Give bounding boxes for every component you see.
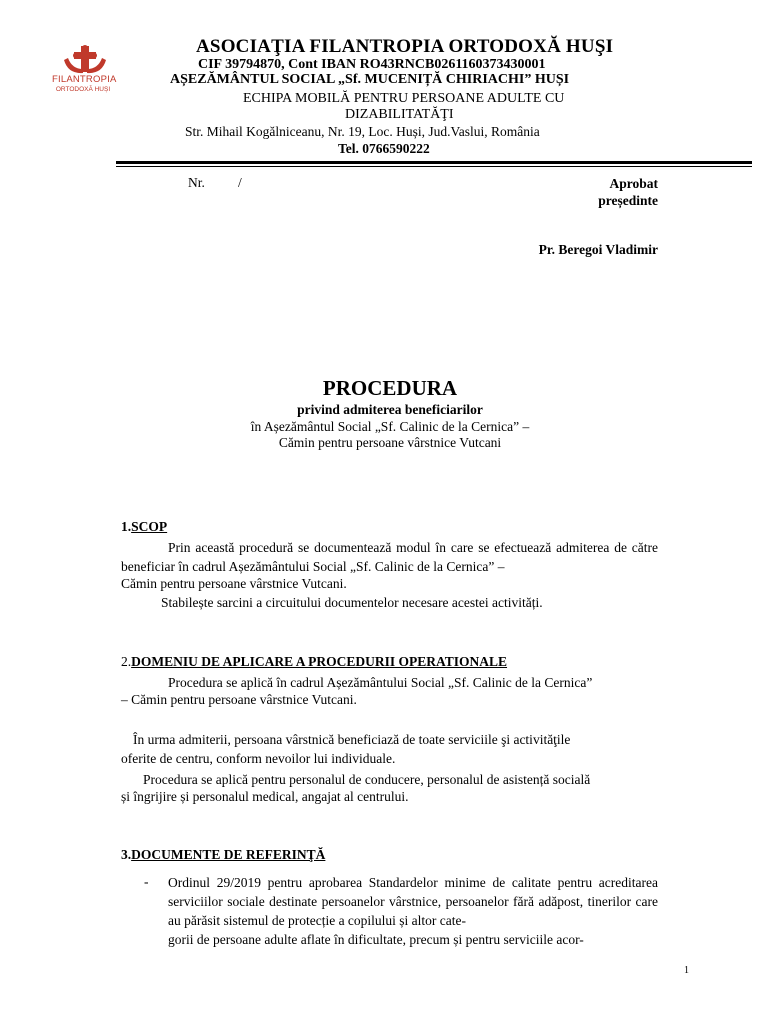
organization-name: ASOCIAŢIA FILANTROPIA ORTODOXĂ HUŞI	[196, 36, 614, 57]
section-1-paragraph-1	[121, 538, 658, 576]
president-name: Pr. Beregoi Vladimir	[538, 242, 658, 257]
registry-number-label: Nr.	[188, 175, 205, 190]
team-name-line1: ECHIPA MOBILĂ PENTRU PERSOANE ADULTE CU	[243, 91, 565, 106]
procedure-subtitle: privind admiterea beneficiarilor	[297, 402, 483, 417]
section-2-paragraph-1	[121, 673, 658, 692]
s2-p1-l1: Procedura se aplică în cadrul Așezământului Social „Sf. Calinic de la Cernica”	[168, 675, 593, 690]
approval-label: Aprobat	[609, 176, 658, 191]
s2-p3-l2: și îngrijire și personalul medical, angajat al centrului.	[121, 789, 409, 804]
team-name-line2: DIZABILITATĂŢI	[345, 107, 454, 122]
page-number: 1	[684, 965, 689, 976]
s3-item1-l3: adăpost, tinerilor care au părăsit sistemul de protecție a copilului și altor cate-	[168, 894, 659, 928]
procedure-line3: Cămin pentru persoane vârstnice Vutcani	[278, 435, 502, 450]
s1-p1-l1: Prin această procedură se documentează modul în care se efectuează admiterea	[168, 540, 610, 555]
s2-p3-l1: Procedura se aplică pentru personalul de conducere, personalul de asistență socială	[143, 772, 591, 787]
section-1-title: SCOP	[131, 519, 168, 534]
section-2-paragraph-2	[121, 730, 658, 749]
section-1-paragraph-2: Stabilește sarcini a circuitului documentelor necesare acestei activități.	[161, 595, 543, 610]
logo-text-line2: ORTODOXĂ HUȘI	[55, 86, 111, 93]
section-2-paragraph-3	[121, 770, 658, 789]
section-3-title: DOCUMENTE DE REFERINŢĂ	[131, 847, 326, 862]
header-divider-thick	[116, 161, 752, 164]
section-2-number: 2.	[121, 654, 132, 669]
list-item-1	[168, 873, 658, 930]
s3-item1-l4: gorii de persoane adulte aflate în dificultate, precum și pentru serviciile acor-	[168, 932, 584, 947]
asezamant-name: AȘEZĂMÂNTUL SOCIAL „Sf. MUCENIȚĂ CHIRIACHI” HUȘI	[170, 72, 570, 87]
section-3-heading	[121, 847, 325, 863]
address: Str. Mihail Kogălniceanu, Nr. 19, Loc. Huși, Jud.Vaslui, România	[185, 124, 540, 139]
section-3-number: 3.	[121, 847, 132, 862]
section-2-title: DOMENIU DE APLICARE A PROCEDURII OPERATIONALE	[131, 654, 508, 669]
s3-item1-l1: Ordinul 29/2019 pentru aprobarea Standardelor minime de calitate pentru	[168, 875, 593, 890]
procedure-title: PROCEDURA	[322, 376, 458, 400]
procedure-line2: în Așezământul Social „Sf. Calinic de la Cernica” –	[250, 419, 530, 434]
header-divider-thin	[116, 166, 752, 167]
logo-text-line1: FILANTROPIA	[52, 74, 117, 85]
list-item-1-continued	[168, 930, 658, 949]
cif-iban: CIF 39794870, Cont IBAN RO43RNCB0261160373430001	[198, 57, 546, 72]
s2-p2-l2: oferite de centru, conform nevoilor lui individuale.	[121, 751, 396, 766]
section-2-heading	[121, 654, 507, 670]
approval-role: președinte	[598, 193, 658, 208]
s1-p1-l2: de către beneficiar în cadrul Așezământului Social „Sf. Calinic de la Cernica” –	[121, 540, 659, 574]
s1-p1-l3: Cămin pentru persoane vârstnice Vutcani.	[121, 576, 347, 591]
s3-item1-l2: acreditarea serviciilor sociale destinate persoanelor vârstnice, persoanelor fără	[168, 875, 658, 909]
section-1-number: 1.	[121, 519, 132, 534]
section-1-heading	[121, 519, 167, 535]
list-item-dash: -	[144, 874, 149, 889]
telephone: Tel. 0766590222	[338, 141, 430, 156]
s2-p2-l1: În urma admiterii, persoana vârstnică beneficiază de toate serviciile şi activităţile	[133, 732, 571, 747]
s2-p1-l2: – Cămin pentru persoane vârstnice Vutcani.	[121, 692, 357, 707]
approval-block	[598, 175, 658, 209]
registry-number-slash: /	[238, 175, 242, 190]
